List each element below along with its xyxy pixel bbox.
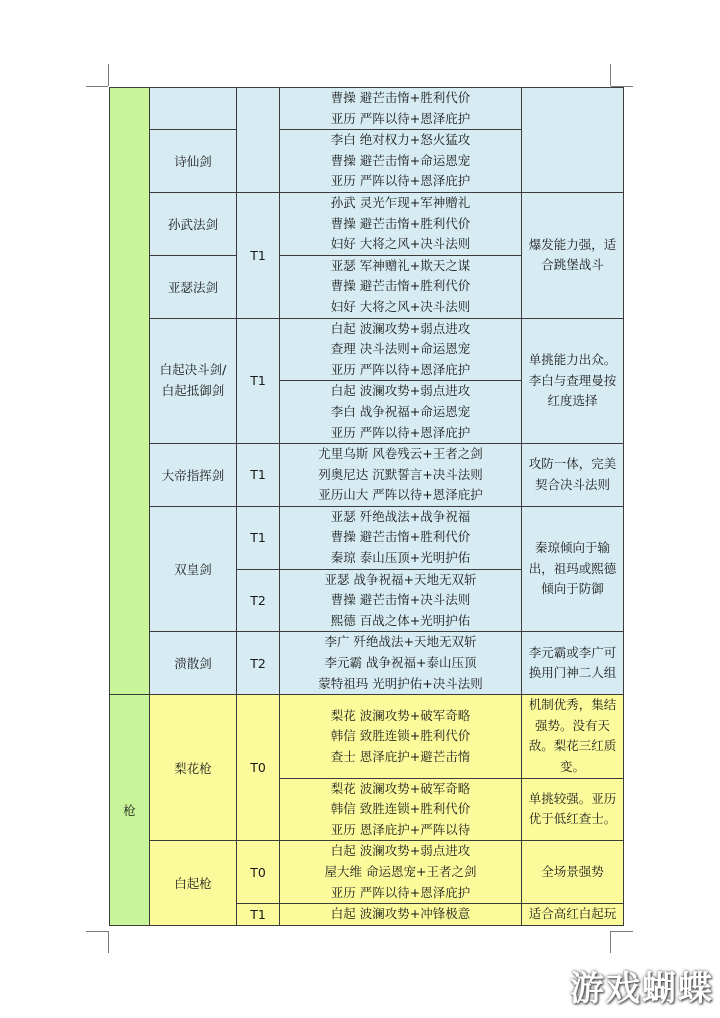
crop-mark-bottom-left-v <box>108 931 109 953</box>
lineup-cell <box>280 130 522 193</box>
category-gun: 枪 <box>110 695 150 926</box>
tier-cell: T2 <box>237 632 280 695</box>
lineup-cell <box>280 778 522 841</box>
weapon-cell <box>150 318 237 444</box>
lineup-line: 亚历 恩泽庇护+严阵以待 <box>330 821 471 837</box>
lineup-line: 白起 波澜攻势+弱点进攻 <box>330 383 471 399</box>
lineup-line: 屋大维 命运恩宠+王者之剑 <box>324 863 477 879</box>
lineup-line: 李白 绝对权力+怒火猛攻 <box>330 132 471 148</box>
lineup-cell <box>280 444 522 507</box>
lineup-cell <box>280 192 522 255</box>
weapon-cell: 双皇剑 <box>150 506 237 632</box>
note-text: 机制优秀，集结强势。没有天敌。梨花三红质变。 <box>528 697 617 774</box>
lineup-line: 梨花 波澜攻势+破军奇略 <box>330 780 471 796</box>
lineup-line: 曹操 避芒击惰+决斗法则 <box>330 592 471 608</box>
lineup-line: 亚瑟 军神赠礼+欺天之谋 <box>330 257 471 273</box>
weapon-cell: 诗仙剑 <box>150 130 237 193</box>
tier-cell: T2 <box>237 569 280 632</box>
note-cell <box>522 904 624 926</box>
weapon-cell: 亚瑟法剑 <box>150 255 237 318</box>
category-sword <box>110 88 150 695</box>
crop-mark-top-right-v <box>610 64 611 86</box>
note-cell <box>522 778 624 841</box>
crop-mark-top-left-h <box>86 86 108 87</box>
lineup-line: 李广 歼绝战法+天地无双斩 <box>324 634 477 650</box>
lineup-line: 李元霸 战争祝福+泰山压顶 <box>324 655 477 671</box>
tier-cell: T1 <box>237 506 280 569</box>
lineup-cell <box>280 841 522 904</box>
lineup-line: 亚瑟 战争祝福+天地无双斩 <box>324 571 477 587</box>
note-text: 秦琼倾向于输出，祖玛或熙德倾向于防御 <box>528 540 617 597</box>
lineup-line: 曹操 避芒击惰+胜利代价 <box>330 529 471 545</box>
lineup-line: 李白 战争祝福+命运恩宠 <box>330 403 471 419</box>
lineup-line: 韩信 致胜连锁+胜利代价 <box>330 801 471 817</box>
lineup-line: 查理 决斗法则+命运恩宠 <box>330 341 471 357</box>
crop-mark-bottom-left-h <box>86 931 108 932</box>
lineup-line: 亚历 严阵以待+恩泽庇护 <box>330 884 471 900</box>
tier-cell <box>237 88 280 193</box>
lineup-table <box>109 87 624 926</box>
lineup-cell <box>280 695 522 778</box>
lineup-line: 白起 波澜攻势+弱点进攻 <box>330 843 471 859</box>
lineup-cell <box>280 88 522 130</box>
note-cell <box>522 632 624 695</box>
tier-cell: T1 <box>237 444 280 507</box>
tier-cell: T1 <box>237 192 280 318</box>
lineup-line: 列奥尼达 沉默誓言+决斗法则 <box>318 466 483 482</box>
tier-cell: T0 <box>237 841 280 904</box>
weapon-cell: 溃散剑 <box>150 632 237 695</box>
note-cell <box>522 695 624 778</box>
crop-mark-bottom-right-h <box>611 931 633 932</box>
weapon-cell: 大帝指挥剑 <box>150 444 237 507</box>
lineup-line: 查士 恩泽庇护+避芒击惰 <box>330 748 471 764</box>
lineup-line: 亚历 严阵以待+恩泽庇护 <box>330 361 471 377</box>
lineup-line: 秦琼 泰山压顶+光明护佑 <box>330 550 471 566</box>
lineup-cell <box>280 632 522 695</box>
lineup-line: 亚历 严阵以待+恩泽庇护 <box>330 173 471 189</box>
weapon-cell: 白起枪 <box>150 841 237 925</box>
lineup-line: 蒙特祖玛 光明护佑+决斗法则 <box>318 675 483 691</box>
watermark-logo: 游戏蝴蝶 <box>570 969 714 1009</box>
lineup-line: 亚历 严阵以待+恩泽庇护 <box>330 110 471 126</box>
weapon-name: 白起决斗剑/白起抵御剑 <box>159 362 227 398</box>
note-cell <box>522 318 624 444</box>
note-text: 单挑能力出众。李白与查理曼按红度选择 <box>528 351 617 409</box>
note-cell <box>522 444 624 507</box>
lineup-cell <box>280 506 522 569</box>
lineup-line: 熙德 百战之体+光明护佑 <box>330 612 471 628</box>
lineup-cell <box>280 255 522 318</box>
note-text: 李元霸或李广可换用门神二人组 <box>528 644 617 681</box>
lineup-line: 尤里乌斯 风卷残云+王者之剑 <box>318 446 483 462</box>
lineup-cell <box>280 318 522 381</box>
lineup-line: 曹操 避芒击惰+命运恩宠 <box>330 152 471 168</box>
weapon-cell: 梨花枪 <box>150 695 237 841</box>
note-cell <box>522 192 624 318</box>
lineup-cell <box>280 904 522 926</box>
lineup-line: 亚历 严阵以待+恩泽庇护 <box>330 424 471 440</box>
lineup-line: 孙武 灵光乍现+军神赠礼 <box>330 194 471 210</box>
weapon-cell <box>150 88 237 130</box>
tier-cell: T1 <box>237 904 280 926</box>
note-cell <box>522 506 624 632</box>
weapon-cell: 孙武法剑 <box>150 192 237 255</box>
crop-mark-top-left-v <box>108 64 109 86</box>
lineup-line: 妇好 大将之风+决斗法则 <box>330 236 471 252</box>
lineup-line: 曹操 避芒击惰+胜利代价 <box>330 90 471 105</box>
note-text: 攻防一体，完美契合决斗法则 <box>528 456 617 492</box>
tier-cell: T0 <box>237 695 280 841</box>
crop-mark-bottom-right-v <box>610 931 611 953</box>
lineup-line: 亚瑟 歼绝战法+战争祝福 <box>330 508 471 524</box>
lineup-line: 亚历山大 严阵以待+恩泽庇护 <box>318 487 483 503</box>
lineup-line: 曹操 避芒击惰+胜利代价 <box>330 278 471 294</box>
lineup-line: 韩信 致胜连锁+胜利代价 <box>330 728 471 744</box>
note-cell <box>522 841 624 904</box>
lineup-line: 妇好 大将之风+决斗法则 <box>330 298 471 314</box>
lineup-line: 梨花 波澜攻势+破军奇略 <box>330 707 471 723</box>
lineup-cell <box>280 569 522 632</box>
lineup-line: 曹操 避芒击惰+胜利代价 <box>330 215 471 231</box>
tier-cell: T1 <box>237 318 280 444</box>
lineup-line: 白起 波澜攻势+冲锋极意 <box>330 906 471 922</box>
note-text: 单挑较强。亚历优于低红查士。 <box>528 790 617 827</box>
lineup-line: 白起 波澜攻势+弱点进攻 <box>330 320 471 336</box>
lineup-cell <box>280 381 522 444</box>
note-text: 适合高红白起玩 <box>528 906 617 922</box>
note-text: 爆发能力强，适合跳堡战斗 <box>528 236 617 273</box>
note-cell <box>522 88 624 193</box>
note-text: 全场景强势 <box>541 863 604 879</box>
